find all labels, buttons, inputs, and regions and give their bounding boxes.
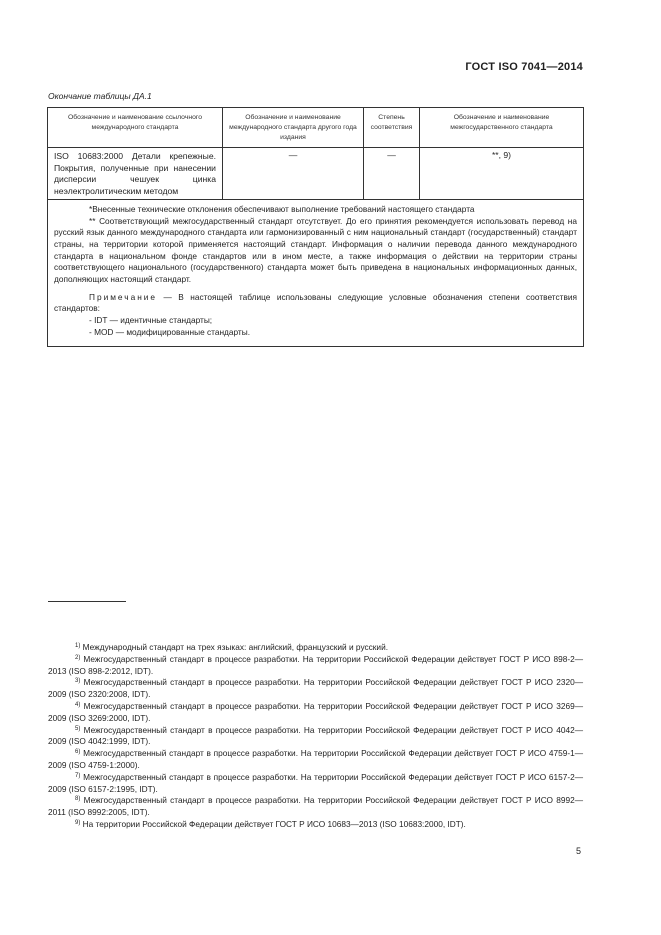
cell-degree: — (364, 148, 420, 200)
standards-table (47, 107, 584, 347)
page-number: 5 (576, 846, 582, 856)
footnote-text: Межгосударственный стандарт в процессе разработки. На территории Российской Федерации действует ГОСТ Р ИСО 4042—2009 (ISO 4042:1999, IDT). (48, 724, 583, 747)
table-notes (48, 199, 584, 346)
column-header-other-year: Обозначение и наименование международного стандарта другого года издания (223, 108, 364, 148)
remark-label: Примечание (89, 291, 158, 302)
footnote-item (48, 819, 583, 831)
footnote-number: 1) (75, 643, 81, 649)
note-technical-deviations: *Внесенные технические отклонения обеспечивают выполнение требований настоящего стандарта (89, 203, 475, 214)
footnote-text: На территории Российской Федерации действует ГОСТ Р ИСО 10683—2013 (ISO 10683:2000, IDT). (82, 818, 466, 829)
footnote-number: 2) (75, 654, 81, 661)
footnote-text: Международный стандарт на трех языках: английский, французский и русский. (82, 642, 389, 652)
footnote-number: 3) (75, 678, 81, 685)
column-header-degree: Степень соответствия (364, 108, 420, 148)
footnotes (48, 642, 583, 831)
cell-reference: ISO 10683:2000 Детали крепежные. Покрытия, полученные при нанесении дисперсии чешуек цинка неэлектролитическим методом (48, 148, 223, 200)
footnote-item (48, 654, 583, 678)
footnote-item (48, 748, 583, 772)
footnote-number: 7) (75, 772, 81, 779)
remark-text: — В настоящей таблице использованы следующие условные обозначения степени соответствия стандартов: (54, 291, 577, 314)
footnote-item (48, 677, 583, 701)
remark-paragraph (54, 292, 577, 315)
footnote-text: Межгосударственный стандарт в процессе разработки. На территории Российской Федерации действует ГОСТ Р ИСО 6157-2—2009 (ISO 6157-2:1995, IDT). (48, 771, 584, 794)
column-header-interstate: Обозначение и наименование межгосударственного стандарта (420, 108, 584, 148)
footnote-item (48, 642, 583, 654)
footnote-number: 9) (75, 819, 81, 826)
footnote-item (48, 701, 583, 725)
footnote-text: Межгосударственный стандарт в процессе разработки. На территории Российской Федерации действует ГОСТ Р ИСО 4759-1—2009 (ISO 4759-1:2000). (48, 748, 584, 770)
footnote-number: 5) (75, 725, 81, 732)
note-no-interstate-standard: ** Соответствующий межгосударственный стандарт отсутствует. До его принятия рекомендуется использовать перевод на русский язык данного международного стандарта или гармонизированный с ним национальный стандарт (государственный) стандарт страны, на территории которой применяется настоящий стандарт. Информация о наличии перевода данного международного стандарта в национальном фонде стандартов или в ином месте, а также информация о действии на территории страны соответствующего национального (государственного) стандарта может быть приведена в национальных информационных данных, дополняющих настоящий стандарт. (54, 215, 577, 285)
table-row (48, 148, 584, 200)
legend-item-idt: - IDT — идентичные стандарты; (89, 315, 213, 326)
footnote-number: 4) (75, 701, 81, 708)
footnote-item (48, 795, 583, 819)
footnote-text: Межгосударственный стандарт в процессе разработки. На территории Российской Федерации действует ГОСТ Р ИСО 2320—2009 (ISO 2320:2008, IDT). (48, 677, 583, 700)
table-notes-row (48, 199, 584, 346)
table-header-row (48, 108, 584, 148)
footnote-item (48, 772, 583, 796)
legend-item-mod: - MOD — модифицированные стандарты. (89, 326, 251, 337)
cell-interstate: **, 9) (420, 148, 584, 200)
page-header-standard-code: ГОСТ ISO 7041—2014 (465, 61, 583, 73)
footnote-text: Межгосударственный стандарт в процессе разработки. На территории Российской Федерации действует ГОСТ Р ИСО 898-2—2013 (ISO 898-2:2012, IDT). (48, 653, 583, 676)
table-caption: Окончание таблицы ДА.1 (48, 91, 152, 101)
cell-other-year: — (223, 148, 364, 200)
footnote-item (48, 725, 583, 749)
footnote-divider (48, 601, 126, 602)
footnote-text: Межгосударственный стандарт в процессе разработки. На территории Российской Федерации действует ГОСТ Р ИСО 8992—2011 (ISO 8992:2005, IDT). (48, 795, 583, 818)
footnote-text: Межгосударственный стандарт в процессе разработки. На территории Российской Федерации действует ГОСТ Р ИСО 3269—2009 (ISO 3269:2000, IDT). (48, 700, 583, 723)
footnote-number: 8) (75, 796, 81, 803)
footnote-number: 6) (75, 749, 81, 756)
column-header-reference: Обозначение и наименование ссылочного международного стандарта (48, 108, 223, 148)
